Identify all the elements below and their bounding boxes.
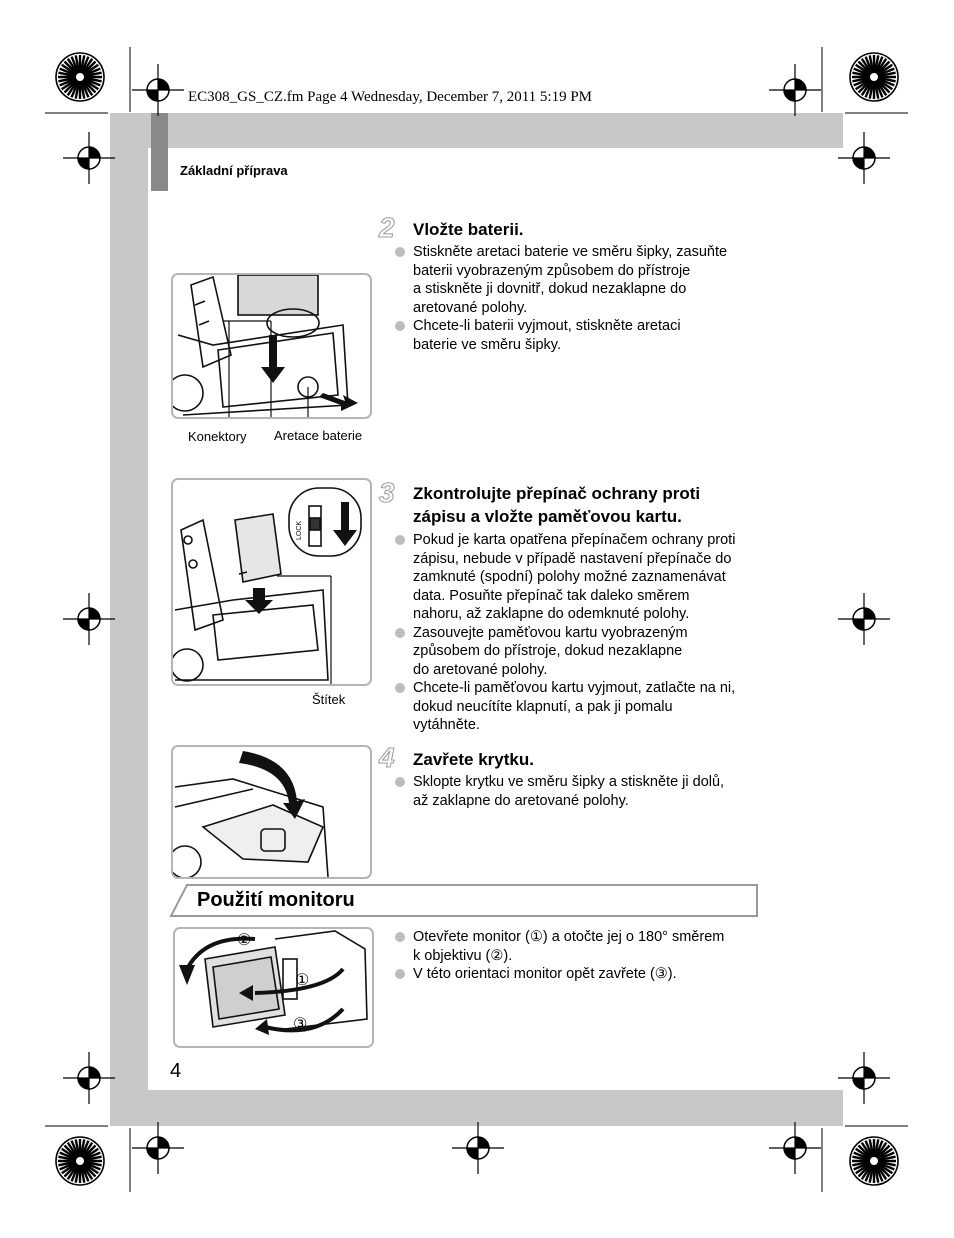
memory-card-illustration	[171, 478, 372, 686]
list-item: Chcete-li paměťovou kartu vyjmout, zatlačte na ni, dokud neucítíte klapnutí, a pak ji pomalu vytáhněte.	[395, 679, 765, 735]
monitor-illustration	[173, 927, 374, 1048]
caption-label-sticker: Štítek	[312, 692, 346, 707]
close-cover-illustration	[171, 745, 372, 879]
callout-1: ①	[295, 972, 310, 989]
caption-battery-lock: Aretace baterie	[274, 428, 363, 443]
callout-3: ③	[293, 1016, 308, 1033]
battery-drawing	[173, 275, 370, 417]
caption-connectors: Konektory	[188, 429, 247, 444]
step-3-number: 3	[379, 477, 395, 508]
step-2-number: 2	[379, 212, 395, 243]
monitor-section-title: Použití monitoru	[197, 889, 355, 911]
step-3-bullets	[395, 531, 765, 735]
step-2-bullets	[395, 243, 765, 354]
step-4-title: Zavřete krytku.	[413, 750, 534, 769]
list-item: Sklopte krytku ve směru šipky a stiskněte ji dolů, až zaklapne do aretované polohy.	[395, 773, 765, 810]
list-item: Zasouvejte paměťovou kartu vyobrazeným způsobem do přístroje, dokud nezaklapne do aretované polohy.	[395, 624, 765, 680]
step-4-number: 4	[379, 742, 395, 773]
section-title: Základní příprava	[180, 163, 288, 178]
list-item: Pokud je karta opatřena přepínačem ochrany proti zápisu, nebude v případě nastavení přepínače do zamknuté (spodní) polohy možné zaznamenávat data. Posuňte přepínač tak daleko směrem nahoru, až zaklapne do odemknuté polohy.	[395, 531, 765, 624]
list-item: Otevřete monitor (①) a otočte jej o 180° směrem k objektivu (②).	[395, 928, 765, 965]
file-info-header: EC308_GS_CZ.fm Page 4 Wednesday, December 7, 2011 5:19 PM	[188, 89, 593, 105]
monitor-drawing	[175, 929, 372, 1046]
monitor-bullets	[395, 928, 765, 984]
list-item: Stiskněte aretaci baterie ve směru šipky, zasuňte baterii vyobrazeným způsobem do přístroje a stiskněte ji dovnitř, dokud nezaklapne do aretované polohy.	[395, 243, 765, 317]
close-cover-drawing	[173, 747, 370, 877]
callout-2: ②	[237, 932, 252, 949]
lock-label: LOCK	[296, 520, 303, 540]
battery-illustration	[171, 273, 372, 419]
memory-card-drawing	[173, 480, 370, 684]
step-3-title: Zkontrolujte přepínač ochrany proti zápisu a vložte paměťovou kartu.	[413, 484, 701, 526]
step-4-bullets	[395, 773, 765, 810]
page-number: 4	[170, 1060, 182, 1082]
list-item: Chcete-li baterii vyjmout, stiskněte aretaci baterie ve směru šipky.	[395, 317, 765, 354]
step-2-title: Vložte baterii.	[413, 220, 524, 239]
list-item: V této orientaci monitor opět zavřete (③).	[395, 965, 765, 984]
